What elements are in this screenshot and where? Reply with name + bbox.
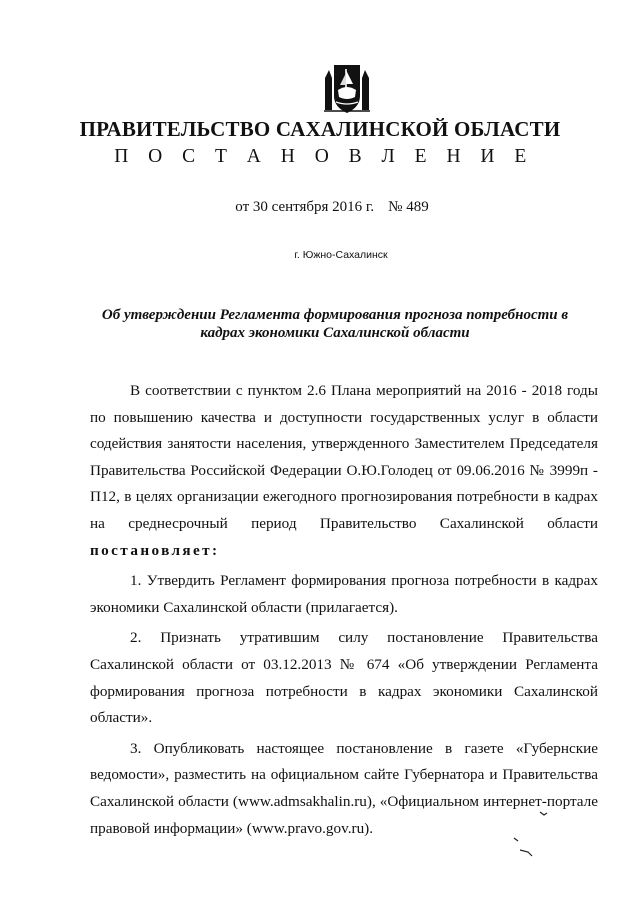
city: г. Южно-Сахалинск [294, 249, 388, 261]
document-date: от 30 сентября 2016 г. [235, 199, 375, 215]
scan-marks [510, 810, 560, 860]
item-2: 2. Признать утратившим силу постановление Правительства Сахалинской области от 03.12.2013 № 674 «Об утверждении Регламента формирования прогноза потребности в кадрах экономики Сахалинской области». [90, 629, 598, 727]
organization-name: ПРАВИТЕЛЬСТВО САХАЛИНСКОЙ ОБЛАСТИ [79, 117, 561, 141]
decree-word: постановляет: [90, 541, 220, 559]
document-number: № 489 [388, 199, 429, 215]
item-3: 3. Опубликовать настоящее постановление в газете «Губернские ведомости», разместить на официальном сайте Губернатора и Правительства Сахалинской области (www.admsakhalin.ru), «Официальном интернет-портале правовой информации» (www.pravo.gov.ru). [90, 739, 598, 837]
item-1: 1. Утвердить Регламент формирования прогноза потребности в кадрах экономики Сахалинской области (прилагается). [90, 572, 598, 616]
intro-paragraph [90, 378, 598, 564]
coat-of-arms-icon [322, 60, 372, 115]
document-type: П О С Т А Н О В Л Е Н И Е [114, 146, 534, 167]
document-body [90, 378, 598, 842]
date-line [0, 199, 640, 216]
document-title: Об утверждении Регламента формирования прогноза потребности в кадрах экономики Сахалинской области [101, 307, 569, 341]
intro-text: В соответствии с пунктом 2.6 Плана мероприятий на 2016 - 2018 годы по повышению качества и доступности государственных услуг в области содействия занятости населения, утвержденного Заместителем Председателя Правительства Российской Федерации О.Ю.Голодец от 09.06.2016 № 3999п - П12, в целях организации ежегодного прогнозирования потребности в кадрах на среднесрочный период Правительство Сахалинской области [90, 382, 598, 532]
